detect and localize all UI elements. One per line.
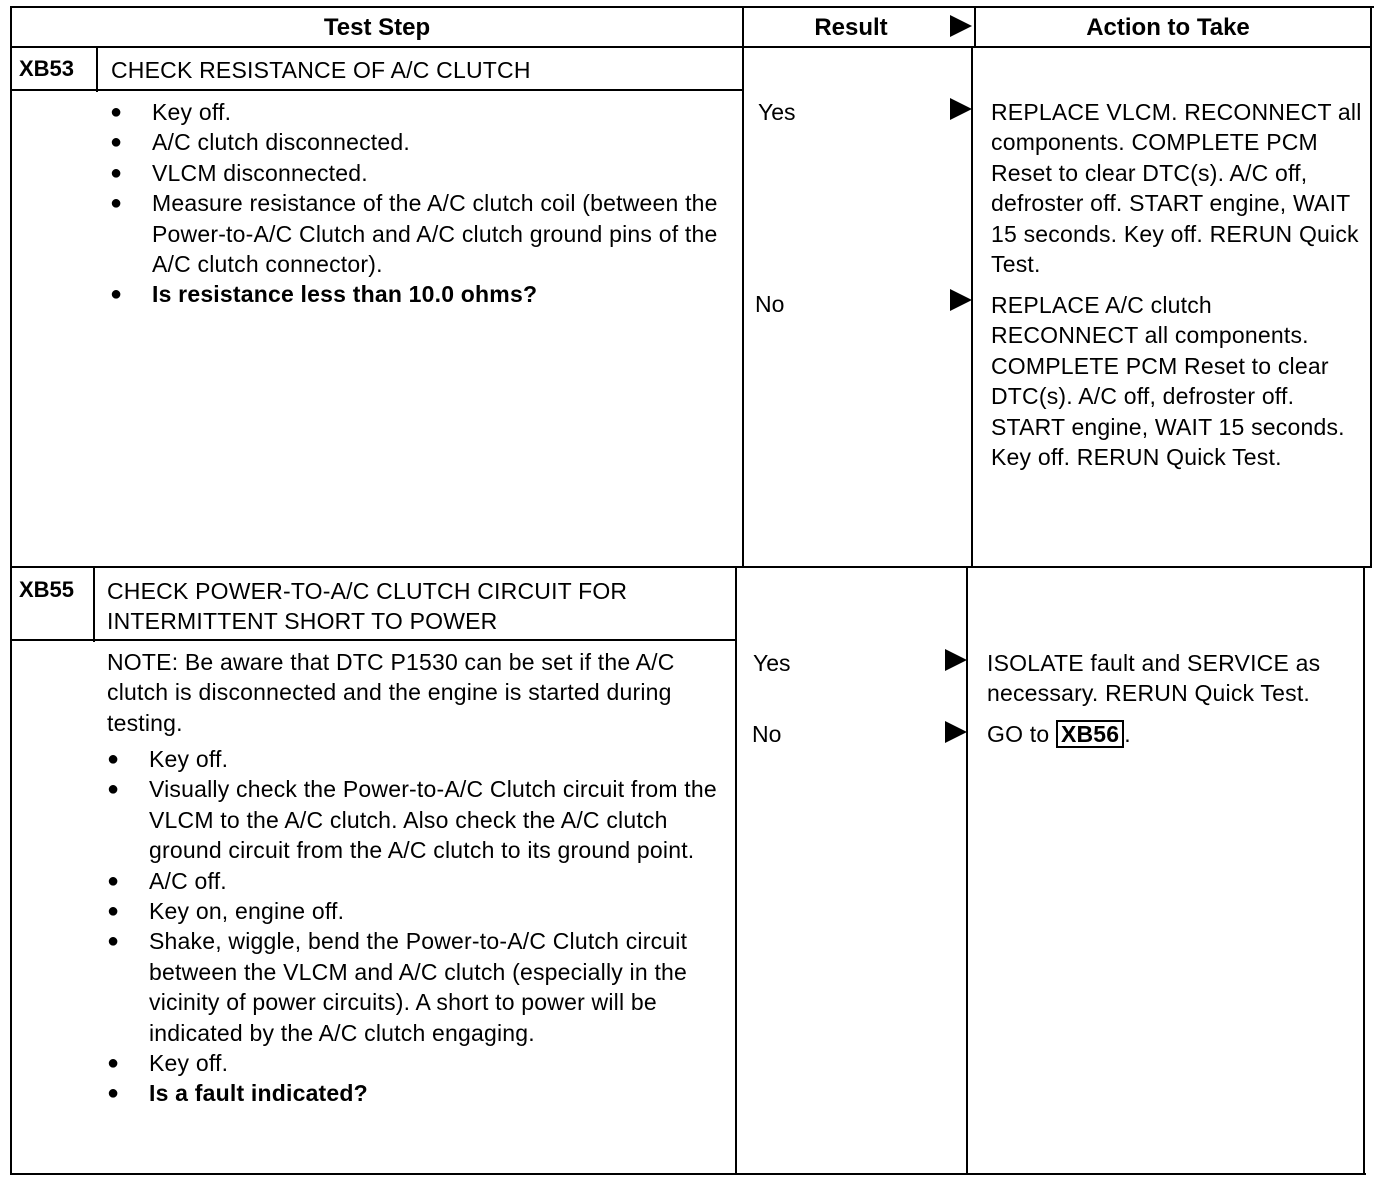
list-item: ● Key off. [107,744,717,774]
xb55-title-underline [10,639,737,641]
list-item: ● Key off. [110,97,720,127]
table-border-top [10,6,1374,8]
xb55-no-arrow-icon [945,721,967,743]
list-item: ● A/C off. [107,866,717,896]
xb53-no-arrow-icon [950,289,972,311]
list-item-question: ● Is a fault indicated? [107,1078,717,1108]
xb55-step-list [107,744,717,1109]
xb53-action-yes: REPLACE VLCM. RECONNECT all components. COMPLETE PCM Reset to clear DTC(s). A/C off, defroster off. START engine, WAIT 15 seconds. Key off. RERUN Quick Test. [991,99,1362,278]
list-item: ● Key on, engine off. [107,896,717,926]
table-border-right [1370,6,1372,566]
xb55-result-no: No [752,721,782,747]
table-border-right-lower [1363,566,1365,1175]
goto-suffix: . [1124,721,1131,747]
xb53-result-no: No [755,291,785,317]
xb53-step-list [110,97,720,310]
goto-xb56-link[interactable]: XB56 [1056,720,1124,748]
xb55-title: CHECK POWER-TO-A/C CLUTCH CIRCUIT FOR INTERMITTENT SHORT TO POWER [107,578,628,634]
xb53-title-underline [10,89,744,91]
xb55-action-yes: ISOLATE fault and SERVICE as necessary. RERUN Quick Test. [987,650,1321,707]
xb53-yes-arrow-icon [950,98,972,120]
xb53-result-yes: Yes [758,99,796,125]
column-divider-result-lower [735,566,737,1175]
xb55-yes-arrow-icon [945,649,967,671]
list-item: ● A/C clutch disconnected. [110,127,720,157]
list-item-question: ● Is resistance less than 10.0 ohms? [110,279,720,309]
list-item: ● Measure resistance of the A/C clutch coil (between the Power-to-A/C Clutch and A/C clutch ground pins of the A/C clutch connector). [110,188,720,279]
list-item: ● Shake, wiggle, bend the Power-to-A/C Clutch circuit between the VLCM and A/C clutch (especially in the vicinity of power circuits). A short to power will be indicated by the A/C clutch engaging. [107,926,717,1048]
xb55-action-no [987,719,1359,749]
xb53-title: CHECK RESISTANCE OF A/C CLUTCH [111,57,531,83]
list-item: ● VLCM disconnected. [110,158,720,188]
header-result: Result [814,14,888,41]
header-action: Action to Take [1086,14,1250,41]
table-border-bottom [10,1173,1366,1175]
xb53-code: XB53 [19,56,75,81]
xb55-code: XB55 [19,577,75,602]
table-border-left [10,6,12,1175]
header-divider [10,46,1372,48]
xb53-code-divider [96,46,98,92]
step-separator [10,566,1372,568]
xb55-code-divider [93,566,95,642]
xb55-note: NOTE: Be aware that DTC P1530 can be set if the A/C clutch is disconnected and the engine is started during testing. [107,649,675,736]
list-item: ● Visually check the Power-to-A/C Clutch circuit from the VLCM to the A/C clutch. Also check the A/C clutch ground circuit from the A/C clutch to its ground point. [107,774,717,865]
header-test-step: Test Step [323,14,431,41]
xb53-action-no: REPLACE A/C clutch RECONNECT all components. COMPLETE PCM Reset to clear DTC(s). A/C off, defroster off. START engine, WAIT 15 seconds. Key off. RERUN Quick Test. [991,292,1345,471]
list-item: ● Key off. [107,1048,717,1078]
xb55-result-yes: Yes [753,650,791,676]
header-arrow-icon [950,15,972,37]
goto-prefix: GO to [987,721,1050,747]
